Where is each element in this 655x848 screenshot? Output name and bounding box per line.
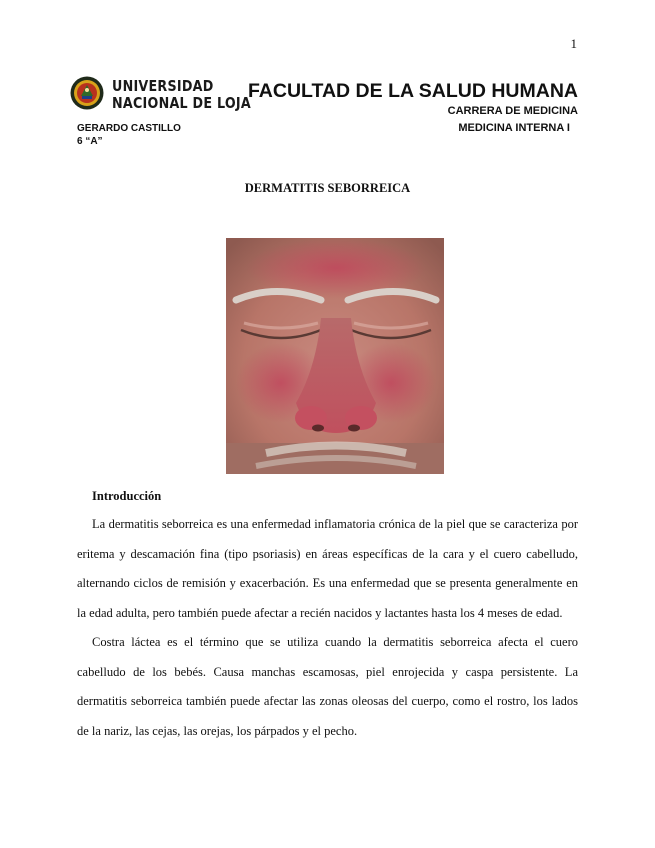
paragraph: La dermatitis seborreica es una enfermedad inflamatoria crónica de la piel que se caracteriza por eritema y descamación fina (tipo psoriasis) en áreas específicas de la cara y el cuero cabelludo, alternando ciclos de remisión y exacerbación. Es una enfermedad que se presenta generalmente en la edad adulta, pero también puede afectar a recién nacidos y lactantes hasta los 4 meses de edad. — [77, 517, 578, 620]
university-name-line1: UNIVERSIDAD — [112, 77, 214, 95]
paragraph: Costra láctea es el término que se utiliza cuando la dermatitis seborreica afecta el cuero cabelludo de los bebés. Causa manchas escamosas, piel enrojecida y caspa persistente. La dermatitis seborreica también puede afectar las zonas oleosas del cuerpo, como el rostro, los lados de la nariz, las cejas, las orejas, los párpados y el pecho. — [77, 635, 578, 738]
university-logo-seal — [70, 76, 104, 110]
course-label: 6 “A” — [77, 136, 103, 147]
section-heading-introduccion: Introducción — [92, 489, 162, 503]
page-number: 1 — [570, 36, 577, 51]
university-name-line2: NACIONAL DE LOJA — [112, 94, 251, 112]
subject-label: MEDICINA INTERNA I — [458, 122, 570, 134]
introduccion-body — [77, 510, 578, 746]
university-name — [112, 78, 251, 112]
faculty-title: FACULTAD DE LA SALUD HUMANA — [247, 80, 578, 102]
student-name: GERARDO CASTILLO — [77, 123, 181, 134]
career-label: CARRERA DE MEDICINA — [447, 105, 578, 117]
seborrheic-dermatitis-face-photo — [226, 238, 444, 474]
document-title: DERMATITIS SEBORREICA — [244, 181, 411, 195]
